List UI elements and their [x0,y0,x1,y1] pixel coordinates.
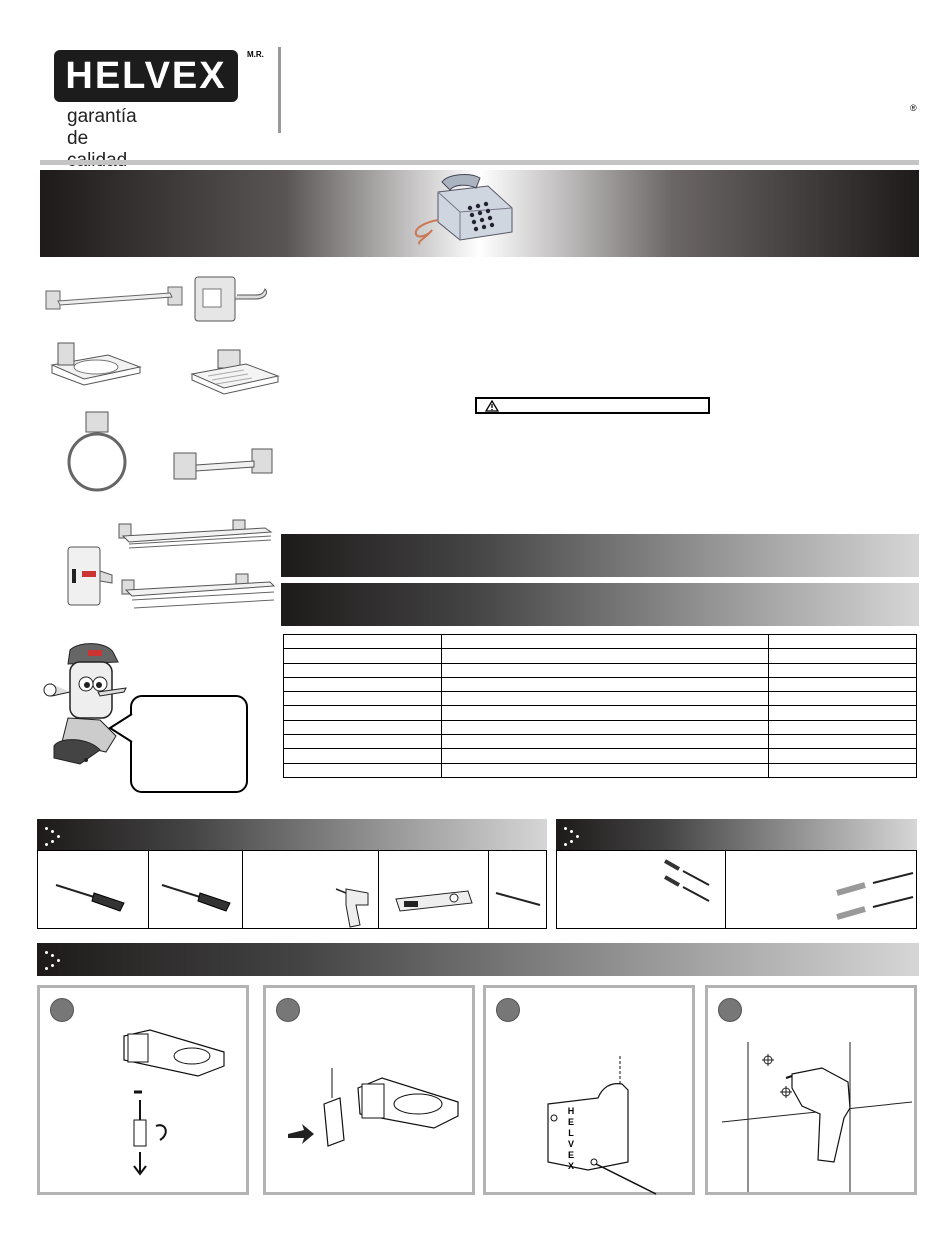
hardware-panel [556,850,917,929]
tools-panel [37,850,547,929]
step-number-badge [50,998,74,1022]
robe-hook-image [193,275,273,323]
warning-triangle-icon [485,400,499,412]
title-banner [40,170,919,257]
helvex-logo: HELVEX [54,50,238,102]
arrow-dots-icon [45,827,61,845]
warning-box [475,397,710,414]
step-1-panel [37,985,249,1195]
header-rule [40,160,919,165]
towel-shelf-bar-image [118,572,278,614]
telephone-icon [408,172,523,247]
wall-anchor-screws-icon [833,871,917,923]
mascot-image [40,640,140,770]
table-row [284,763,917,777]
trademark-mark: M.R. [247,50,264,59]
step-2-illustration [278,1058,468,1158]
step-4-illustration [722,1042,912,1192]
speech-bubble [130,695,248,793]
paper-holder-image [170,445,275,485]
header-divider [278,47,281,133]
table-row [284,735,917,749]
tools-header [37,819,547,850]
towel-ring-image [64,410,134,494]
hardware-header [556,819,917,850]
step-number-badge [496,998,520,1022]
screwdriver-phillips-icon [160,881,234,911]
table-row [284,663,917,677]
step-1-illustration [120,1026,230,1176]
speech-bubble-tail [108,712,134,746]
wall-plug-screws-icon [661,855,721,905]
section-bar-2 [281,583,919,626]
step-number-badge [276,998,300,1022]
table-row [284,635,917,649]
helvex-vertical-mark: HELVEX [567,1106,575,1171]
soap-dish-image [188,348,280,400]
soap-dispenser-image [64,545,114,607]
towel-bar-image [44,285,184,315]
pencil-icon [494,889,542,909]
table-row [284,692,917,706]
screwdriver-flat-icon [54,881,128,911]
table-row [284,720,917,734]
arrow-dots-icon [45,951,61,969]
installation-header [37,943,919,976]
towel-shelf-image [115,518,275,554]
step-number-badge [718,998,742,1022]
soap-dish-square-image [48,341,143,386]
step-3-illustration [538,1052,678,1182]
table-row [284,649,917,663]
arrow-dots-icon [564,827,580,845]
drill-icon [334,885,372,931]
parts-table [283,634,917,778]
registered-mark: ® [910,103,917,113]
step-3-panel [483,985,695,1195]
step-2-panel [263,985,475,1195]
table-row [284,677,917,691]
table-row [284,749,917,763]
section-bar-1 [281,534,919,577]
step-4-panel [705,985,917,1195]
level-icon [394,889,474,915]
table-row [284,706,917,720]
tagline: garantía de [67,106,137,149]
